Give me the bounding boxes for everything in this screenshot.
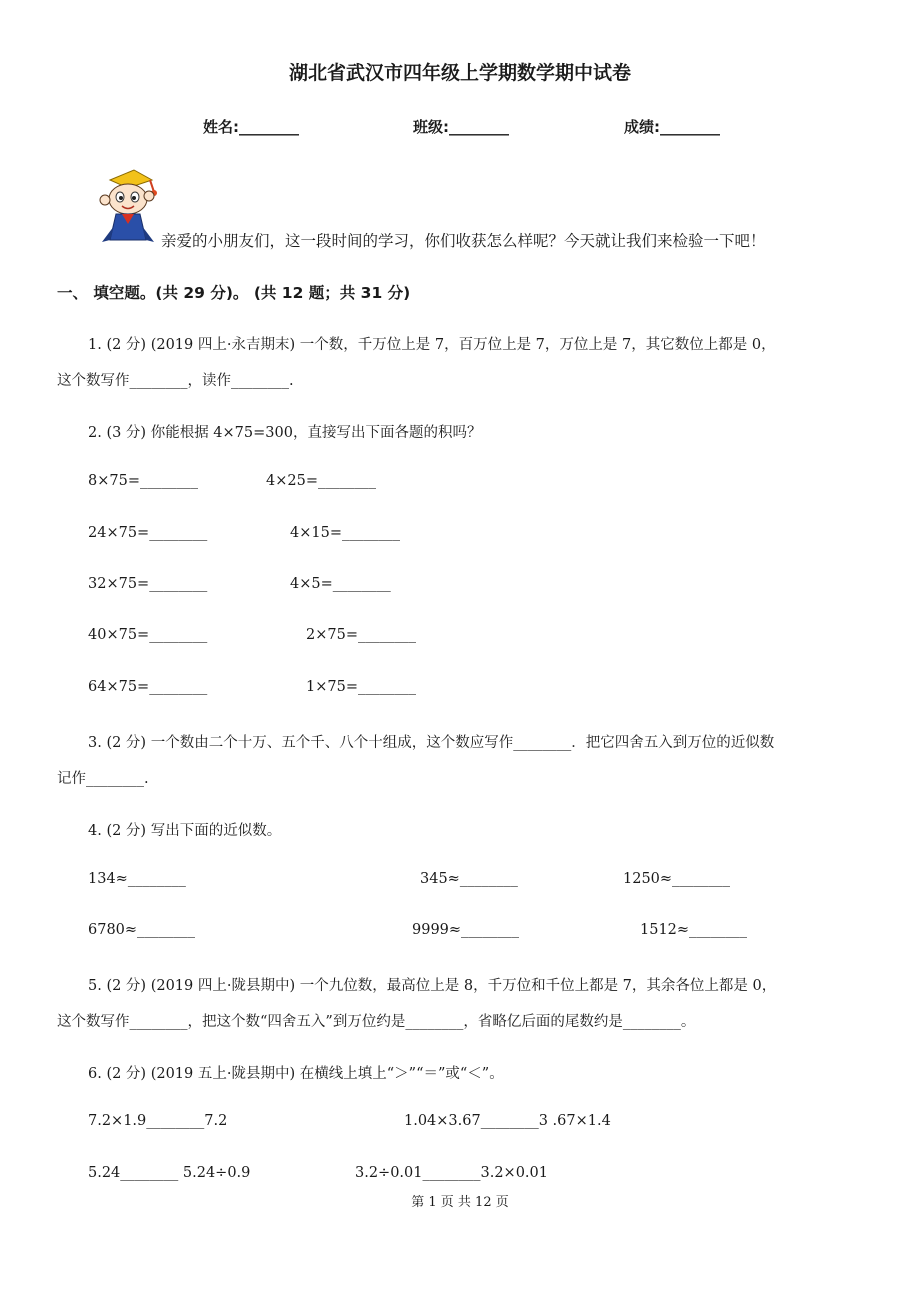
question-5-line-2: 这个数写作________，把这个数“四舍五入”到万位约是________，省略亿后面的尾数约是________。 [57,1014,696,1030]
question-1-line-1: 1. (2 分) (2019 四上·永吉期末) 一个数，千万位上是 7，百万位上是 7，万位上是 7，其它数位上都是 0， [88,337,776,353]
question-2-line-1: 2. (3 分) 你能根据 4×75=300，直接写出下面各题的积吗？ [88,425,482,441]
question-2-item: 24×75=________ [88,525,208,541]
score-field: 成绩:________ [624,118,720,136]
question-4-item: 1250≈________ [623,871,731,887]
page-title: 湖北省武汉市四年级上学期数学期中试卷 [288,62,631,84]
mascot-image [90,166,166,244]
question-6-item: 3.2÷0.01________3.2×0.01 [355,1165,548,1181]
question-2-item: 2×75=________ [306,627,416,643]
question-6-item: 5.24________ 5.24÷0.9 [88,1165,251,1181]
question-4-item: 6780≈________ [88,922,196,938]
question-5-line-1: 5. (2 分) (2019 四上·陇县期中) 一个九位数，最高位上是 8，千万位和千位上都是 7，其余各位上都是 0， [88,978,777,994]
question-2-item: 40×75=________ [88,627,208,643]
question-6-line-1: 6. (2 分) (2019 五上·陇县期中) 在横线上填上“＞”“＝”或“＜”。 [88,1066,504,1082]
question-4-item: 9999≈________ [412,922,520,938]
question-2-item: 8×75=________ [88,473,198,489]
question-3-line-1: 3. (2 分) 一个数由二个十万、五个千、八个十组成，这个数应写作________．把它四舍五入到万位的近似数 [88,735,775,751]
question-6-item: 7.2×1.9________7.2 [88,1113,228,1129]
class-field: 班级:________ [413,118,509,136]
question-2-item: 4×15=________ [290,525,400,541]
name-field: 姓名:________ [203,118,299,136]
page-footer: 第 1 页 共 12 页 [411,1195,509,1210]
section-heading: 一、 填空题。(共 29 分)。 (共 12 题；共 31 分) [57,284,411,302]
question-6-item: 1.04×3.67________3 .67×1.4 [404,1113,611,1129]
question-3-line-2: 记作________. [57,771,149,787]
question-2-item: 4×25=________ [266,473,376,489]
question-4-item: 345≈________ [420,871,518,887]
question-4-line-1: 4. (2 分) 写出下面的近似数。 [88,823,282,839]
question-2-item: 1×75=________ [306,679,416,695]
greeting-text: 亲爱的小朋友们，这一段时间的学习，你们收获怎么样呢？今天就让我们来检验一下吧！ [161,232,766,250]
question-2-item: 32×75=________ [88,576,208,592]
question-4-item: 134≈________ [88,871,186,887]
question-1-line-2: 这个数写作________，读作________. [57,373,294,389]
question-2-item: 4×5=________ [290,576,391,592]
question-4-item: 1512≈________ [640,922,748,938]
question-2-item: 64×75=________ [88,679,208,695]
